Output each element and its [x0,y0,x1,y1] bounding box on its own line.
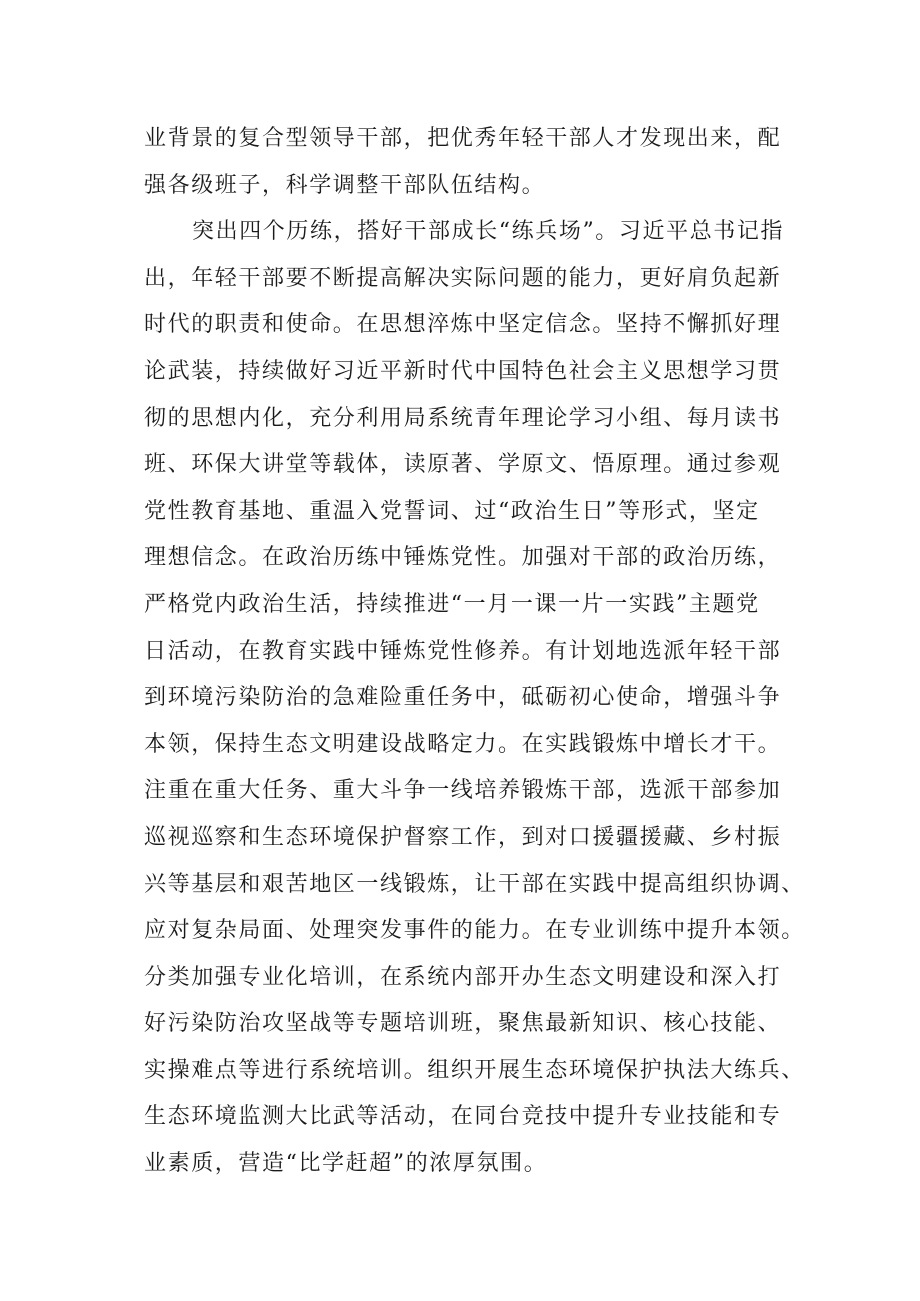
text-line: 时代的职责和使命。在思想淬炼中坚定信念。坚持不懈抓好理 [144,312,782,338]
text-line: 业背景的复合型领导干部，把优秀年轻干部人才发现出来，配 [144,126,782,151]
text-line: 好污染防治攻坚战等专题培训班，聚焦最新知识、核心技能、 [144,1011,782,1037]
text-line: 出，年轻干部要不断提高解决实际问题的能力，更好肩负起新 [144,265,782,291]
text-line: 彻的思想内化，充分利用局系统青年理论学习小组、每月读书 [144,405,782,431]
text-line: 生态环境监测大比武等活动，在同台竞技中提升专业技能和专 [144,1104,782,1130]
text-line: 理想信念。在政治历练中锤炼党性。加强对干部的政治历练， [144,545,782,571]
text-line: 巡视巡察和生态环境保护督察工作，到对口援疆援藏、乡村振 [144,824,782,850]
text-line: 兴等基层和艰苦地区一线锻炼，让干部在实践中提高组织协调、 [144,871,805,897]
text-line: 应对复杂局面、处理突发事件的能力。在专业训练中提升本领。 [144,918,805,944]
text-line: 本领，保持生态文明建设战略定力。在实践锻炼中增长才干。 [144,731,782,757]
body-text [144,116,804,1188]
text-line: 班、环保大讲堂等载体，读原著、学原文、悟原理。通过参观 [144,452,782,478]
paragraph-first-line: 突出四个历练，搭好干部成长“练兵场”。习近平总书记指 [192,219,785,245]
text-line: 严格党内政治生活，持续推进“一月一课一片一实践”主题党 [144,591,760,617]
text-line: 分类加强专业化培训，在系统内部开办生态文明建设和深入打 [144,964,782,990]
text-line: 论武装，持续做好习近平新时代中国特色社会主义思想学习贯 [144,358,782,384]
text-line: 强各级班子，科学调整干部队伍结构。 [144,172,546,198]
text-line: 注重在重大任务、重大斗争一线培养锻炼干部，选派干部参加 [144,778,782,804]
text-line: 日活动，在教育实践中锤炼党性修养。有计划地选派年轻干部 [144,638,782,664]
text-line: 业素质，营造“比学赶超”的浓厚氛围。 [144,1151,548,1177]
text-line: 党性教育基地、重温入党誓词、过“政治生日”等形式，坚定 [144,498,760,524]
text-line: 到环境污染防治的急难险重任务中，砥砺初心使命，增强斗争 [144,685,782,711]
text-line: 实操难点等进行系统培训。组织开展生态环境保护执法大练兵、 [144,1057,805,1083]
